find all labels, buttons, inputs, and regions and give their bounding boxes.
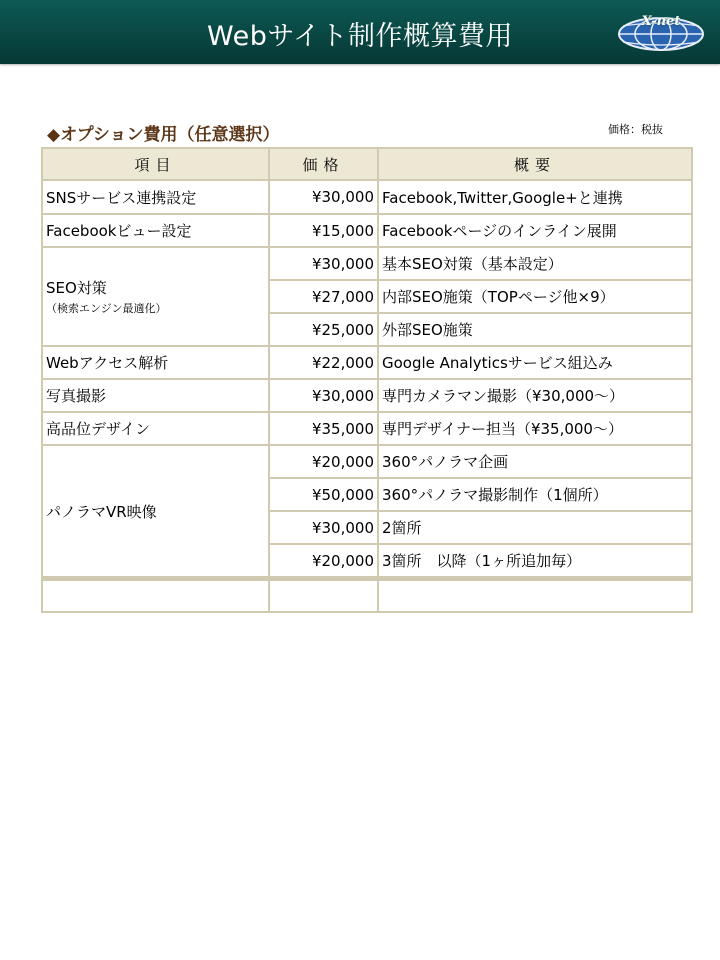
summary-cell: 2箇所 — [379, 512, 693, 545]
empty-cell — [270, 578, 379, 613]
summary-cell: 基本SEO対策（基本設定） — [379, 248, 693, 281]
empty-table-row — [43, 578, 693, 613]
x-net-logo — [615, 14, 707, 54]
price-cell: ¥27,000 — [270, 281, 379, 314]
summary-cell: Google Analyticsサービス組込み — [379, 347, 693, 380]
summary-cell: 専門デザイナー担当（¥35,000～） — [379, 413, 693, 446]
header-summary: 概要 — [379, 149, 693, 181]
summary-cell: Facebookページのインライン展開 — [379, 215, 693, 248]
table-row — [43, 380, 693, 413]
header-item: 項目 — [43, 149, 270, 181]
empty-cell — [43, 578, 270, 613]
empty-cell — [379, 578, 693, 613]
item-cell — [43, 248, 270, 347]
item-cell: 写真撮影 — [43, 380, 270, 413]
summary-cell: 外部SEO施策 — [379, 314, 693, 347]
item-cell: 高品位デザイン — [43, 413, 270, 446]
table-row — [43, 248, 693, 281]
price-cell: ¥22,000 — [270, 347, 379, 380]
price-cell: ¥25,000 — [270, 314, 379, 347]
item-cell: SNSサービス連携設定 — [43, 181, 270, 215]
page-title: Webサイト制作概算費用 — [207, 21, 513, 52]
item-cell: Webアクセス解析 — [43, 347, 270, 380]
summary-cell: 内部SEO施策（TOPページ他×9） — [379, 281, 693, 314]
item-cell: パノラマVR映像 — [43, 446, 270, 578]
price-cell: ¥30,000 — [270, 181, 379, 215]
table-row — [43, 215, 693, 248]
section-title: ◆オプション費用（任意選択） — [47, 125, 280, 145]
price-cell: ¥15,000 — [270, 215, 379, 248]
price-cell: ¥30,000 — [270, 380, 379, 413]
summary-cell: 専門カメラマン撮影（¥30,000～） — [379, 380, 693, 413]
price-cell: ¥30,000 — [270, 248, 379, 281]
summary-cell: 3箇所 以降（1ヶ所追加毎） — [379, 545, 693, 578]
price-cell: ¥30,000 — [270, 512, 379, 545]
option-price-table — [41, 147, 693, 613]
summary-cell: Facebook,Twitter,Google+と連携 — [379, 181, 693, 215]
summary-cell: 360°パノラマ撮影制作（1個所） — [379, 479, 693, 512]
table-row — [43, 347, 693, 380]
price-cell: ¥50,000 — [270, 479, 379, 512]
tax-note: 価格：税抜 — [608, 123, 663, 136]
table-header-row — [43, 149, 693, 181]
header-bar — [0, 0, 720, 64]
item-note: （検索エンジン最適化） — [46, 302, 167, 315]
table-row — [43, 181, 693, 215]
item-label: SEO対策 — [46, 279, 107, 297]
price-cell: ¥20,000 — [270, 446, 379, 479]
table-row — [43, 446, 693, 479]
logo-text: X-net — [641, 14, 681, 29]
table-row — [43, 413, 693, 446]
summary-cell: 360°パノラマ企画 — [379, 446, 693, 479]
price-cell: ¥35,000 — [270, 413, 379, 446]
header-price: 価格 — [270, 149, 379, 181]
item-cell: Facebookビュー設定 — [43, 215, 270, 248]
price-cell: ¥20,000 — [270, 545, 379, 578]
